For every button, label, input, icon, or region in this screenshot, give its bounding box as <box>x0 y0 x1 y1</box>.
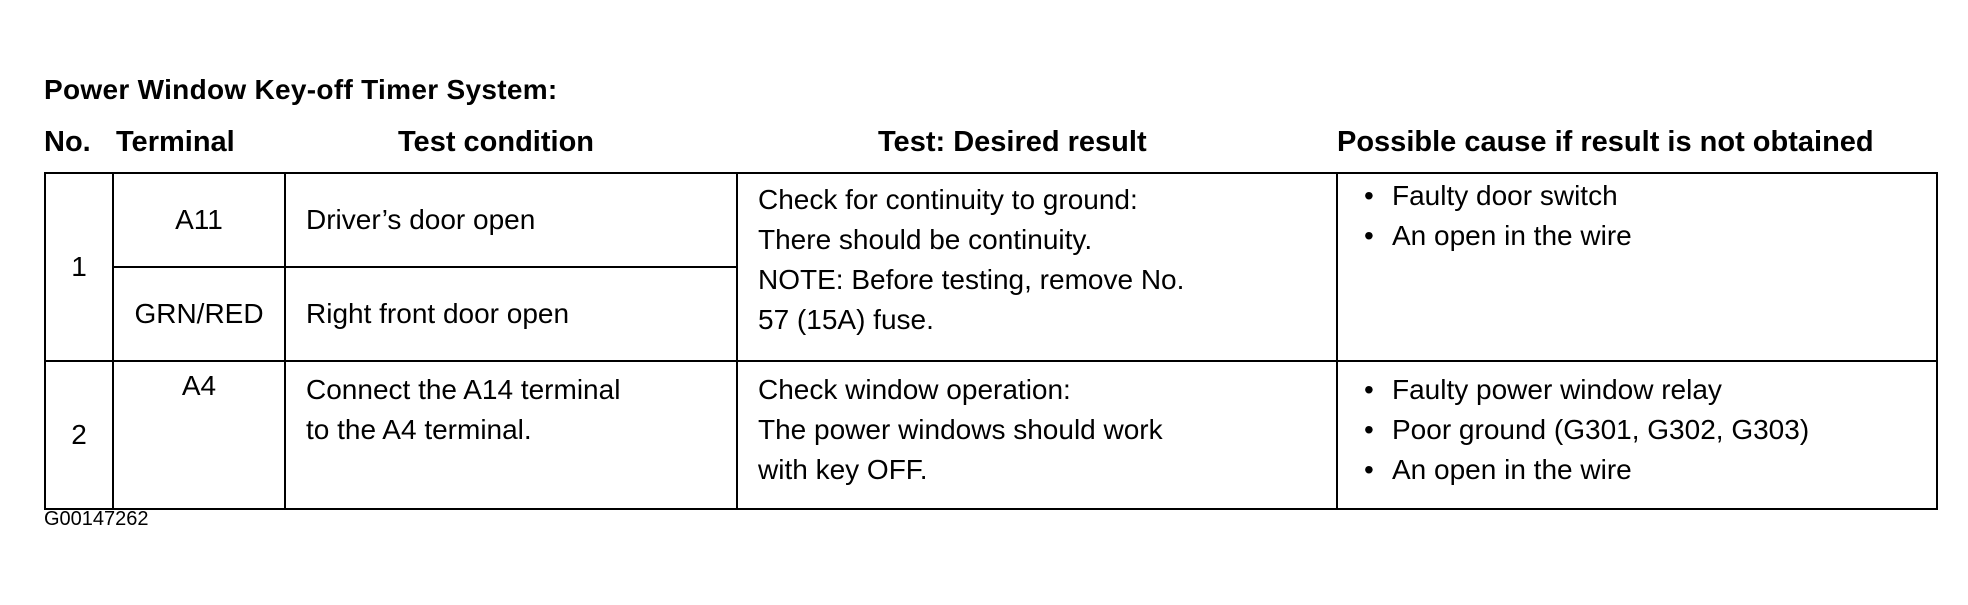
terminal-cell: A11 <box>113 173 285 267</box>
result-line: with key OFF. <box>758 454 928 485</box>
test-table <box>44 172 1938 510</box>
header-test-condition: Test condition <box>398 126 595 158</box>
condition-line: to the A4 terminal. <box>306 414 532 445</box>
result-line: 57 (15A) fuse. <box>758 304 934 335</box>
condition-cell <box>285 361 737 509</box>
terminal-cell: A4 <box>113 361 285 509</box>
result-line: Check window operation: <box>758 374 1071 405</box>
table-title: Power Window Key-off Timer System: <box>44 74 558 105</box>
result-line: The power windows should work <box>758 414 1163 445</box>
cause-item: • An open in the wire <box>1364 216 1936 256</box>
header-no: No. <box>44 126 91 158</box>
table-row <box>45 173 1937 267</box>
cause-item: • Faulty power window relay <box>1364 370 1936 410</box>
header-desired-result: Test: Desired result <box>878 126 1147 158</box>
terminal-cell: GRN/RED <box>113 267 285 361</box>
result-line: NOTE: Before testing, remove No. <box>758 264 1185 295</box>
condition-cell: Driver’s door open <box>285 173 737 267</box>
cause-item: • Poor ground (G301, G302, G303) <box>1364 410 1936 450</box>
condition-cell: Right front door open <box>285 267 737 361</box>
result-cell <box>737 361 1337 509</box>
cause-cell <box>1337 173 1937 361</box>
result-line: There should be continuity. <box>758 224 1093 255</box>
cause-cell <box>1337 361 1937 509</box>
result-line: Check for continuity to ground: <box>758 184 1138 215</box>
condition-line: Connect the A14 terminal <box>306 374 621 405</box>
row-number: 2 <box>45 361 113 509</box>
row-number: 1 <box>45 173 113 361</box>
table-row <box>45 361 1937 509</box>
header-terminal: Terminal <box>116 126 235 158</box>
header-possible-cause: Possible cause if result is not obtained <box>1337 126 1874 158</box>
cause-item: • Faulty door switch <box>1364 176 1936 216</box>
result-cell <box>737 173 1337 361</box>
cause-item: • An open in the wire <box>1364 450 1936 490</box>
figure-code: G00147262 <box>44 508 149 530</box>
